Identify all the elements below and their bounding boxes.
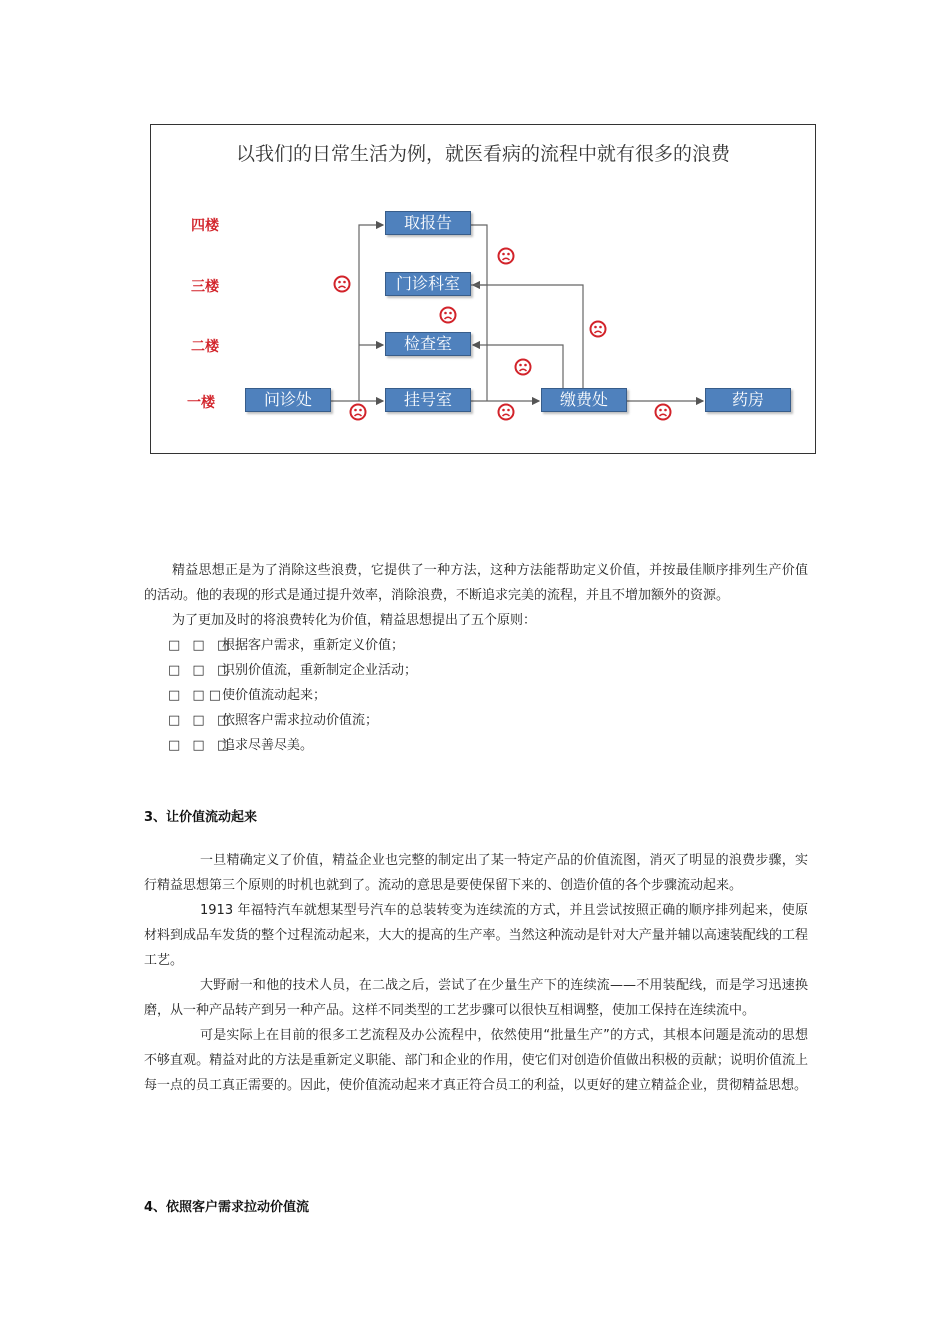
list-item-text: 依照客户需求拉动价值流； [222, 713, 379, 728]
node-report: 取报告 [385, 211, 471, 235]
sad-face-icon [439, 306, 457, 324]
paragraph-ohno: 大野耐一和他的技术人员，在二战之后，尝试了在少量生产下的连续流——不用装配线，而是学习迅速换磨，从一种产品转产到另一种产品。这样不同类型的工艺步骤可以很快互相调整，使加工保持在连续流中。 [144, 978, 808, 1018]
arrow-to-report [359, 225, 383, 401]
paragraph-lean-intro: 精益思想正是为了消除这些浪费，它提供了一种方法，这种方法能帮助定义价值，并按最佳顺序排列生产价值的活动。他的表现的形式是通过提升效率，消除浪费，不断追求完美的流程，并且不增加额外的资源。 [144, 563, 808, 603]
intro-section [144, 558, 808, 758]
checkbox-marker: □ □ □ [168, 738, 234, 753]
floor-label-4: 四楼 [191, 218, 219, 234]
sad-face-icon [497, 403, 515, 421]
section-heading-4: 4、依照客户需求拉动价值流 [144, 1200, 310, 1215]
floor-label-2: 二楼 [191, 339, 219, 355]
sad-face-icon [654, 403, 672, 421]
list-item-text: 根据客户需求，重新定义价值； [222, 638, 405, 653]
sad-face-icon [333, 275, 351, 293]
node-register: 挂号室 [385, 388, 471, 412]
list-item-text: 识别价值流，重新制定企业活动； [222, 663, 418, 678]
hospital-flow-diagram [150, 124, 816, 454]
sad-face-icon [497, 247, 515, 265]
sad-face-icon [349, 403, 367, 421]
list-item-text: 使价值流动起来； [222, 688, 327, 703]
floor-label-3: 三楼 [191, 279, 219, 295]
node-exam: 检查室 [385, 332, 471, 356]
checkbox-marker: □ □ □ [168, 713, 234, 728]
node-clinic: 门诊科室 [385, 272, 471, 296]
section-3-body [144, 848, 808, 1098]
node-payment: 缴费处 [541, 388, 627, 412]
paragraph-flow-intro: 一旦精确定义了价值，精益企业也完整的制定出了某一特定产品的价值流图，消灭了明显的浪费步骤，实行精益思想第三个原则的时机也就到了。流动的意思是要使保留下来的、创造价值的各个步骤流动起来。 [144, 853, 808, 893]
arrow-report-down [471, 225, 487, 401]
list-item [144, 683, 808, 708]
list-item [144, 733, 808, 758]
diagram-title: 以我们的日常生活为例，就医看病的流程中就有很多的浪费 [235, 143, 730, 165]
node-inquiry: 问诊处 [245, 388, 331, 412]
node-pharmacy: 药房 [705, 388, 791, 412]
checkbox-marker: □ □□ [168, 688, 225, 703]
list-item [144, 633, 808, 658]
list-item [144, 708, 808, 733]
checkbox-marker: □ □ □ [168, 663, 234, 678]
section-heading-3: 3、让价值流动起来 [144, 810, 258, 825]
paragraph-batch: 可是实际上在目前的很多工艺流程及办公流程中，依然使用“批量生产”的方式，其根本问题是流动的思想不够直观。精益对此的方法是重新定义职能、部门和企业的作用，使它们对创造价值做出积极的贡献；说明价值流上每一点的员工真正需要的。因此，使价值流动起来才真正符合员工的利益，以更好的建立精益企业，贯彻精益思想。 [144, 1028, 808, 1093]
list-item [144, 658, 808, 683]
list-item-text: 追求尽善尽美。 [222, 738, 314, 753]
paragraph-five-principles: 为了更加及时的将浪费转化为价值，精益思想提出了五个原则： [172, 613, 537, 628]
floor-label-1: 一楼 [187, 395, 215, 411]
sad-face-icon [514, 358, 532, 376]
sad-face-icon [589, 320, 607, 338]
checkbox-marker: □ □ □ [168, 638, 234, 653]
paragraph-ford: 1913 年福特汽车就想某型号汽车的总装转变为连续流的方式，并且尝试按照正确的顺序排列起来，使原材料到成品车发货的整个过程流动起来，大大的提高的生产率。当然这种流动是针对大产量并辅以高速装配线的工程工艺。 [144, 903, 808, 968]
